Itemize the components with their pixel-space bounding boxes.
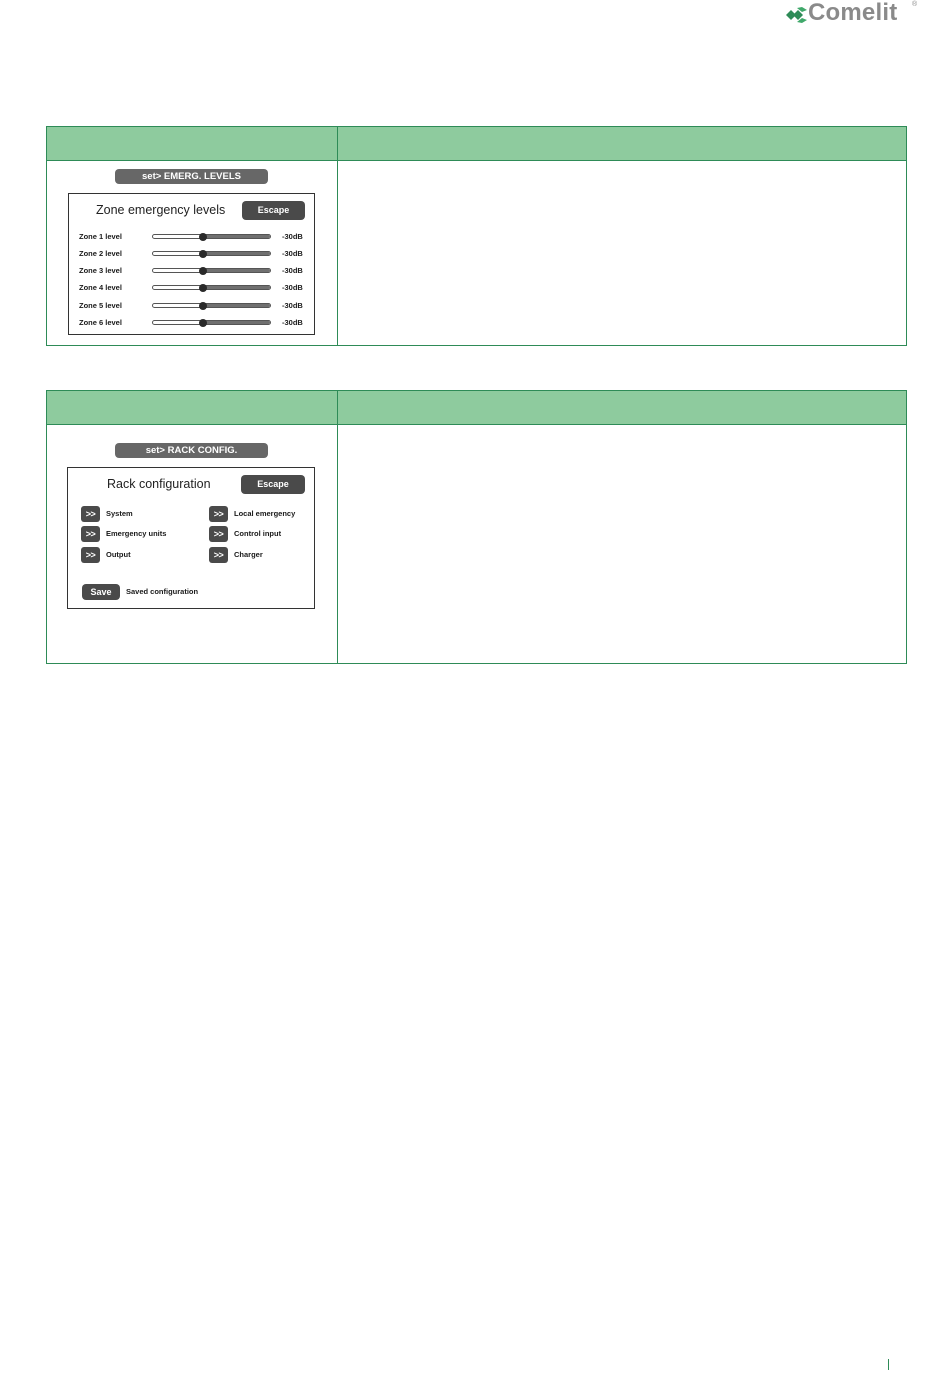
zone-label: Zone 1 level	[79, 232, 122, 241]
rack-configuration-screen	[67, 467, 315, 609]
zone-level-row	[79, 300, 305, 312]
nav-label: Local emergency	[234, 509, 296, 518]
level-slider-handle[interactable]	[199, 250, 207, 258]
level-slider-fill	[203, 252, 270, 255]
page-number-marker	[888, 1359, 889, 1370]
nav-label: System	[106, 509, 133, 518]
level-slider-track[interactable]	[152, 303, 271, 308]
level-slider-handle[interactable]	[199, 284, 207, 292]
column-divider	[337, 127, 338, 345]
zone-level-row	[79, 265, 305, 277]
level-slider-track[interactable]	[152, 285, 271, 290]
escape-button[interactable]: Escape	[241, 475, 305, 494]
zone-level-value: -30dB	[282, 266, 303, 275]
level-slider-track[interactable]	[152, 234, 271, 239]
double-chevron-right-icon[interactable]: >>	[209, 526, 228, 542]
column-divider	[337, 391, 338, 663]
level-slider-fill	[203, 286, 270, 289]
level-slider-track[interactable]	[152, 268, 271, 273]
nav-label: Control input	[234, 529, 282, 538]
registered-mark: ®	[912, 1, 918, 8]
double-chevron-right-icon[interactable]: >>	[81, 547, 100, 563]
zone-level-value: -30dB	[282, 301, 303, 310]
screen-title: Rack configuration	[107, 477, 211, 491]
breadcrumb-rack-config: set> RACK CONFIG.	[115, 443, 268, 458]
zone-label: Zone 2 level	[79, 249, 122, 258]
double-chevron-right-icon[interactable]: >>	[81, 506, 100, 522]
save-status-text: Saved configuration	[126, 587, 199, 596]
save-button[interactable]: Save	[82, 584, 120, 600]
zone-label: Zone 3 level	[79, 266, 122, 275]
comelit-mark-icon	[786, 7, 808, 23]
zone-level-value: -30dB	[282, 283, 303, 292]
zone-level-row	[79, 282, 305, 294]
escape-button[interactable]: Escape	[242, 201, 305, 220]
zone-label: Zone 4 level	[79, 283, 122, 292]
nav-label: Emergency units	[106, 529, 167, 538]
level-slider-handle[interactable]	[199, 319, 207, 327]
level-slider-handle[interactable]	[199, 302, 207, 310]
zone-level-value: -30dB	[282, 249, 303, 258]
emerg-levels-table	[46, 126, 907, 346]
level-slider-track[interactable]	[152, 320, 271, 325]
zone-level-row	[79, 317, 305, 329]
zone-level-value: -30dB	[282, 232, 303, 241]
screen-title: Zone emergency levels	[96, 203, 226, 217]
comelit-wordmark: Comelit	[808, 0, 898, 26]
double-chevron-right-icon[interactable]: >>	[81, 526, 100, 542]
level-slider-track[interactable]	[152, 251, 271, 256]
rack-config-table	[46, 390, 907, 664]
comelit-logo	[786, 0, 920, 26]
zone-label: Zone 5 level	[79, 301, 122, 310]
zone-level-value: -30dB	[282, 318, 303, 327]
table-header	[47, 391, 906, 425]
zone-emergency-levels-screen	[68, 193, 315, 335]
nav-label: Output	[106, 550, 131, 559]
table-header	[47, 127, 906, 161]
zone-label: Zone 6 level	[79, 318, 122, 327]
level-slider-fill	[203, 269, 270, 272]
level-slider-fill	[203, 304, 270, 307]
breadcrumb-emerg-levels: set> EMERG. LEVELS	[115, 169, 268, 184]
double-chevron-right-icon[interactable]: >>	[209, 547, 228, 563]
double-chevron-right-icon[interactable]: >>	[209, 506, 228, 522]
level-slider-handle[interactable]	[199, 267, 207, 275]
zone-level-row	[79, 231, 305, 243]
level-slider-fill	[203, 321, 270, 324]
level-slider-fill	[203, 235, 270, 238]
nav-label: Charger	[234, 550, 263, 559]
level-slider-handle[interactable]	[199, 233, 207, 241]
zone-level-row	[79, 248, 305, 260]
